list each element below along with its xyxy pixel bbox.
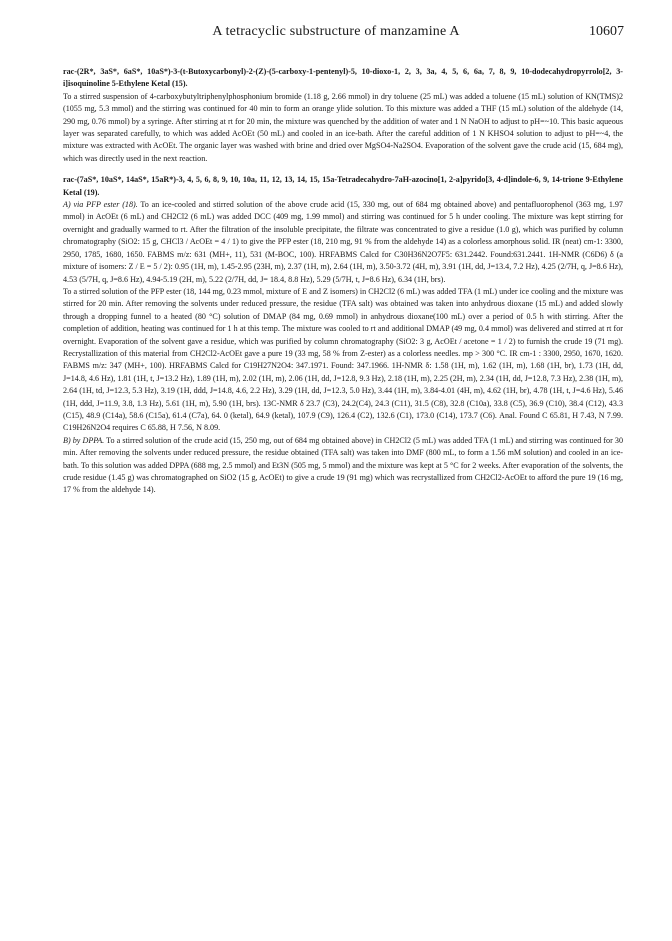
running-title: A tetracyclic substructure of manzamine A xyxy=(212,24,460,39)
pfp-ester-cyclization-paragraph: To a stirred solution of the PFP ester (18, 144 mg, 0.23 mmol, mixture of E and Z isomers) in CH2Cl2 (6 mL) was added TFA (1 mL) under ice cooling and the mixture was stirred for 20 min. After removing the solvents under reduced pressure, the residue (TFA salt) was obtained was taken into anhydrous dioxane (15 mL) and added slowly through a dropping funnel to a heated (80 °C) solution of DMAP (84 mg, 0.69 mmol) in anhydrous dioxane(100 mL) over a period of 0.5 h with stirring. After the completion of addition, heating was continued for 1 h at this temp. The mixture was cooled to rt and additional DMAP (49 mg, 0.4 mmol) was delivered and stirred at rt for overnight. Evaporation of the solvent gave a residue, which was purified by column chromatography (SiO2: 3 g, AcOEt / acetone = 1 / 2) to furnish the crude 19 (71 mg). Recrystallization of this material from CH2Cl2-AcOEt gave a pure 19 (33 mg, 58 % from Z-ester) as a colorless needles. mp > 300 °C. IR cm-1 : 3300, 2950, 1670, 1620. FABMS m/z: 347 (MH+, 100). HRFABMS Calcd for C19H27N2O4: 347.1971. Found: 347.1966. 1H-NMR δ: 1.58 (1H, m), 1.62 (1H, m), 1.68 (1H, br), 1.73 (1H, dd, J=14.8, 4.6 Hz), 1.81 (1H, t, J=13.2 Hz), 1.89 (1H, m), 2.02 (1H, m), 2.06 (1H, dd, J=12.8, 9.3 Hz), 2.18 (1H, m), 2.25 (2H, m), 2.34 (1H, dd, J=12.8, 7.3 Hz), 2.38 (1H, m), 2.64 (1H, td, J=12.3, 5.3 Hz), 3.19 (1H, ddd, J=14.8, 4.6, 2.2 Hz), 3.29 (1H, dd, J=12.3, 5.0 Hz), 3.44 (1H, m), 3.84-4.01 (4H, m), 4.62 (1H, br), 4.78 (1H, t, J=4.6 Hz), 5.46 (1H, ddd, J=11.9, 3.8, 1.3 Hz), 5.61 (1H, m), 5.90 (1H, brs). 13C-NMR δ 23.7 (C3), 24.2(C4), 24.3 (C11), 31.5 (C8), 32.8 (C10a), 33.8 (C5), 36.9 (C10), 38.4 (C12), 43.3 (C15), 48.9 (C14a), 58.6 (C15a), 61.4 (C7a), 64. 0 (ketal), 64.9 (ketal), 107.9 (C9), 126.4 (C2), 132.6 (C1), 173.0 (C14), 173.7 (C6). Anal. Found C 65.81, H 7.43, N 7.99. C19H26N2O4 requires C 65.88, H 7.56, N 8.09. xyxy=(63,286,623,433)
method-a-label: A) via PFP ester (18). xyxy=(63,200,138,210)
method-b-label: B) by DPPA. xyxy=(63,435,105,445)
section-gap xyxy=(63,165,623,174)
method-b-text: To a stirred solution of the crude acid (15, 250 mg, out of 684 mg obtained above) in CH2Cl2 (5 mL) was added TFA (1 mL) and stirring was continued for 30 min. After removing the solvents under reduced pressure, the residue obtained (TFA salt) was taken into DMF (800 mL, to form a 1.56 mM solution) and cooled in an ice-bath. To this solution was added DPPA (688 mg, 2.5 mmol) and Et3N (505 mg, 5 mmol) and the mixture was kept at 5 °C for 2 weeks. After evaporation of the solvents, the crude residue (1.45 g) was chromatographed on SiO2 (15 g, AcOEt) to give a crude 19 (91 mg) which was recrystallized from CH2Cl2-AcOEt to afford the pure 19 (16 mg, 17 % from the aldehyde 14). xyxy=(63,435,623,495)
compound-19-heading: rac-(7aS*, 10aS*, 14aS*, 15aR*)-3, 4, 5, 6, 8, 9, 10, 10a, 11, 12, 13, 14, 15, 15a-Tetradecahydro-7aH-azocino[1, 2-a]pyrido[3, 4-d]indole-6, 9, 14-trione 9-Ethylene Ketal (19). xyxy=(63,175,623,197)
compound-15-heading: rac-(2R*, 3aS*, 6aS*, 10aS*)-3-(t-Butoxycarbonyl)-2-(Z)-(5-carboxy-1-pentenyl)-5, 10-dioxo-1, 2, 3, 3a, 4, 5, 6, 6a, 7, 8, 9, 10-dodecahydropyrrolo[2, 3-i]isoquinoline 5-Ethylene Ketal (15). xyxy=(63,67,623,89)
page-number: 10607 xyxy=(589,24,624,39)
compound-15-procedure: To a stirred suspension of 4-carboxybutyltriphenylphosphonium bromide (1.18 g, 2.66 mmol) in dry toluene (25 mL) was added a toluene (15 mL) solution of KN(TMS)2 (1055 mg, 5.3 mmol) and the stirring was continued for 40 min to form an orange ylide solution. To this mixture was added a THF (15 mL) solution of the aldehyde (14, 290 mg, 0.76 mmol) by a syringe. After stirring at rt for 20 min, the mixture was quenched by the addition of water and 1 N NaOH to adjust to pH=~10. This basic aqueous layer was separated carefully, to which was added AcOEt (50 mL) and cooled in an ice-bath. After the careful addition of 1 N KHSO4 solution to adjust to pH=~4, the mixture was extracted with AcOEt. The organic layer was washed with brine and dried over MgSO4-Na2SO4. Evaporation of the solvent gave the crude acid (15, 684 mg), which was directly used in the next reaction. xyxy=(63,91,623,163)
method-b-paragraph xyxy=(63,435,623,497)
running-head xyxy=(0,24,672,44)
method-a-paragraph xyxy=(63,199,623,286)
experimental-section xyxy=(63,66,623,497)
method-a-text: To an ice-cooled and stirred solution of the above crude acid (15, 330 mg, out of 684 mg obtained above) and pentafluorophenol (363 mg, 1.97 mmol) in AcOEt (6 mL) and CH2Cl2 (6 mL) was added DCC (409 mg, 1.99 mmol) and stirring was continued for 5 h under cooling. The mixture was kept stirring for overnight and gradually warmed to rt. After the filtration of the insoluble precipitate, the filtrate was concentrated to give a residue (1.0 g), which was purified by column chromatography (SiO2: 15 g, CHCl3 / AcOEt = 4 / 1) to give the PFP ester (18, 210 mg, 91 % from the aldehyde 14) as a colorless amorphous solid. IR (neat) cm-1: 3300, 2950, 1785, 1680, 1650. FABMS m/z: 631 (MH+, 11), 531 (M-BOC, 100). HRFABMS Calcd for C30H36N2O7F5: 631.2442. Found:631.2441. 1H-NMR (C6D6) δ (a mixture of isomers: Z / E = 5 / 2): 0.95 (1H, m), 1.45-2.95 (23H, m), 2.37 (1H, m), 2.64 (1H, m), 3.50-3.72 (4H, m), 3.91 (1H, dd, J=13.4, 7.2 Hz), 4.25 (2/7H, q, J=8.6 Hz), 4.53 (5/7H, q, J=8.6 Hz), 4.94-5.19 (2H, m), 5.22 (2/7H, dd, J= 18.4, 8.8 Hz), 5.29 (5/7H, t, J=8.6 Hz), 6.34 (1H, brs). xyxy=(63,200,623,284)
